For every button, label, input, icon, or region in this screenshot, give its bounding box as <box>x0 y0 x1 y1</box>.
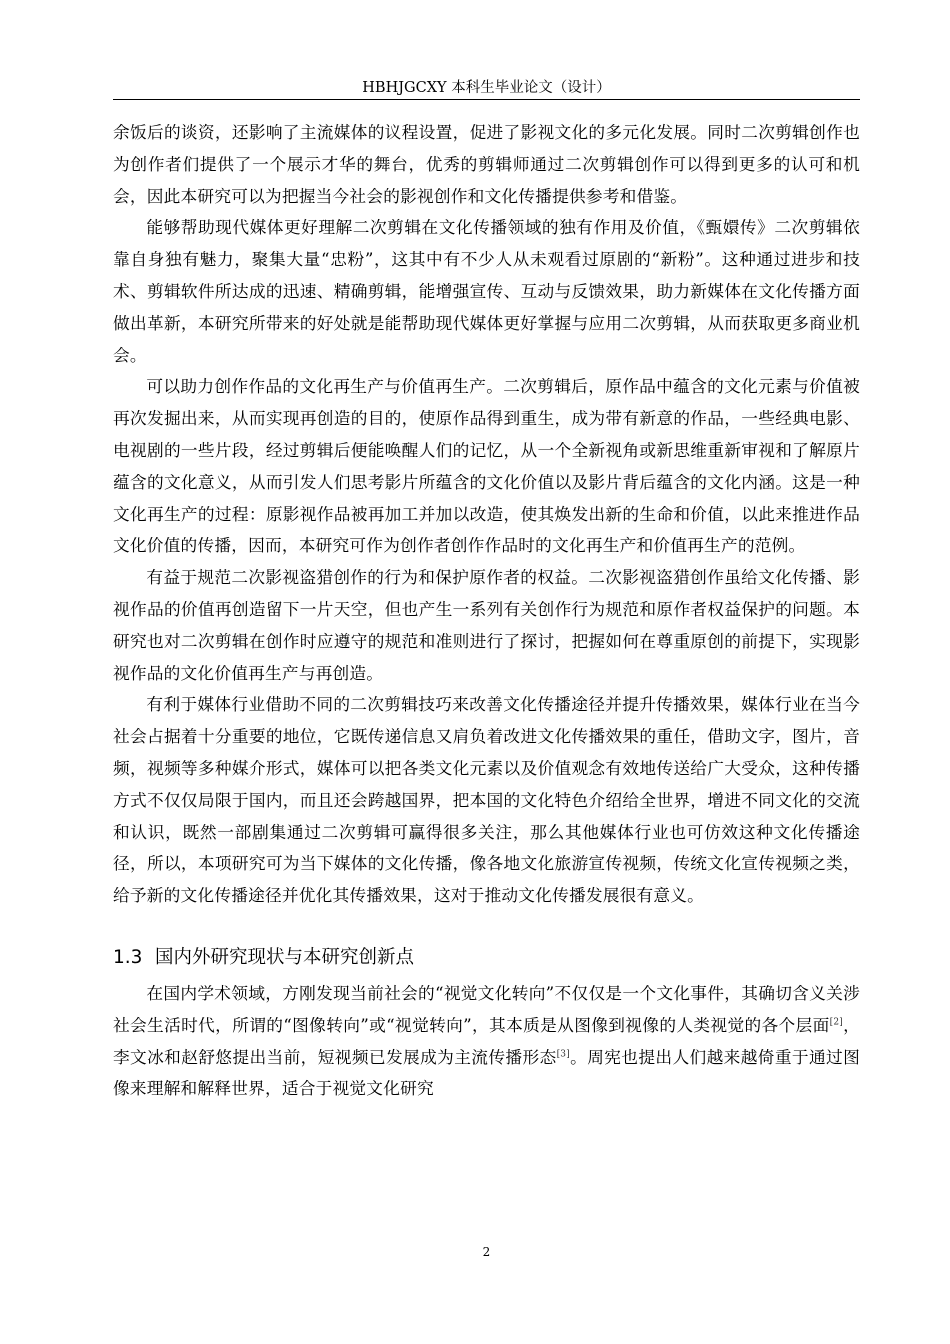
header-rule <box>113 99 860 100</box>
citation-ref-2: [2] <box>829 1017 843 1028</box>
paragraph-media-understanding: 能够帮助现代媒体更好理解二次剪辑在文化传播领域的独有作用及价值，《甄嬛传》二次剪辑依靠自身独有魅力，聚集大量“忠粉”，这其中有不少人从未观看过原剧的“新粉”。这种通过进步和技术、剪辑软件所达成的迅速、精确剪辑，能增强宣传、互动与反馈效果，助力新媒体在文化传播方面做出革新，本研究所带来的好处就是能帮助现代媒体更好掌握与应用二次剪辑，从而获取更多商业机会。 <box>113 217 860 365</box>
paragraph-literature-review <box>113 978 860 1105</box>
literature-text-part3: 。周宪也提出人们越来越倚重于通过图像来理解和解释世界，适合于视觉文化研究 <box>113 1046 860 1099</box>
page-number: 2 <box>482 1245 491 1259</box>
body-text <box>113 117 860 1105</box>
citation-ref-3: [3] <box>556 1048 570 1059</box>
running-header: HBHJGCXY 本科生毕业论文（设计） <box>362 80 611 96</box>
section-heading <box>113 942 860 974</box>
literature-text-part2: ，李文冰和赵舒悠提出当前，短视频已发展成为主流传播形态 <box>113 1014 860 1067</box>
paragraph-rights-protection: 有益于规范二次影视盗猎创作的行为和保护原作者的权益。二次影视盗猎创作虽给文化传播、影视作品的价值再创造留下一片天空，但也产生一系列有关创作行为规范和原作者权益保护的问题。本研究也对二次剪辑在创作时应遵守的规范和准则进行了探讨，把握如何在尊重原创的前提下，实现影视作品的文化价值再生产与再创造。 <box>113 567 860 683</box>
section-title: 国内外研究现状与本研究创新点 <box>155 946 415 968</box>
paragraph-cultural-reproduction: 可以助力创作作品的文化再生产与价值再生产。二次剪辑后，原作品中蕴含的文化元素与价值被再次发掘出来，从而实现再创造的目的，使原作品得到重生，成为带有新意的作品，一些经典电影、电视剧的一些片段，经过剪辑后便能唤醒人们的记忆，从一个全新视角或新思维重新审视和了解原片蕴含的文化意义，从而引发人们思考影片所蕴含的文化价值以及影片背后蕴含的文化内涵。这是一种文化再生产的过程：原影视作品被再加工并加以改造，使其焕发出新的生命和价值，以此来推进作品文化价值的传播，因而，本研究可作为创作者创作作品时的文化再生产和价值再生产的范例。 <box>113 376 860 556</box>
literature-text-part1: 在国内学术领域，方刚发现当前社会的“视觉文化转向”不仅仅是一个文化事件，其确切含义关涉社会生活时代，所谓的“图像转向”或“视觉转向”，其本质是从图像到视像的人类视觉的各个层面 <box>113 982 860 1035</box>
paragraph-media-industry: 有利于媒体行业借助不同的二次剪辑技巧来改善文化传播途径并提升传播效果，媒体行业在当今社会占据着十分重要的地位，它既传递信息又肩负着改进文化传播效果的重任，借助文字，图片，音频，视频等多种媒介形式，媒体可以把各类文化元素以及价值观念有效地传送给广大受众，这种传播方式不仅仅局限于国内，而且还会跨越国界，把本国的文化特色介绍给全世界，增进不同文化的交流和认识，既然一部剧集通过二次剪辑可赢得很多关注，那么其他媒体行业也可仿效这种文化传播途径，所以，本项研究可为当下媒体的文化传播，像各地文化旅游宣传视频，传统文化宣传视频之类，给予新的文化传播途径并优化其传播效果，这对于推动文化传播发展很有意义。 <box>113 694 860 906</box>
paragraph-continuation: 余饭后的谈资，还影响了主流媒体的议程设置，促进了影视文化的多元化发展。同时二次剪辑创作也为创作者们提供了一个展示才华的舞台，优秀的剪辑师通过二次剪辑创作可以得到更多的认可和机会，因此本研究可以为把握当今社会的影视创作和文化传播提供参考和借鉴。 <box>113 122 860 206</box>
section-number: 1.3 <box>113 946 143 968</box>
